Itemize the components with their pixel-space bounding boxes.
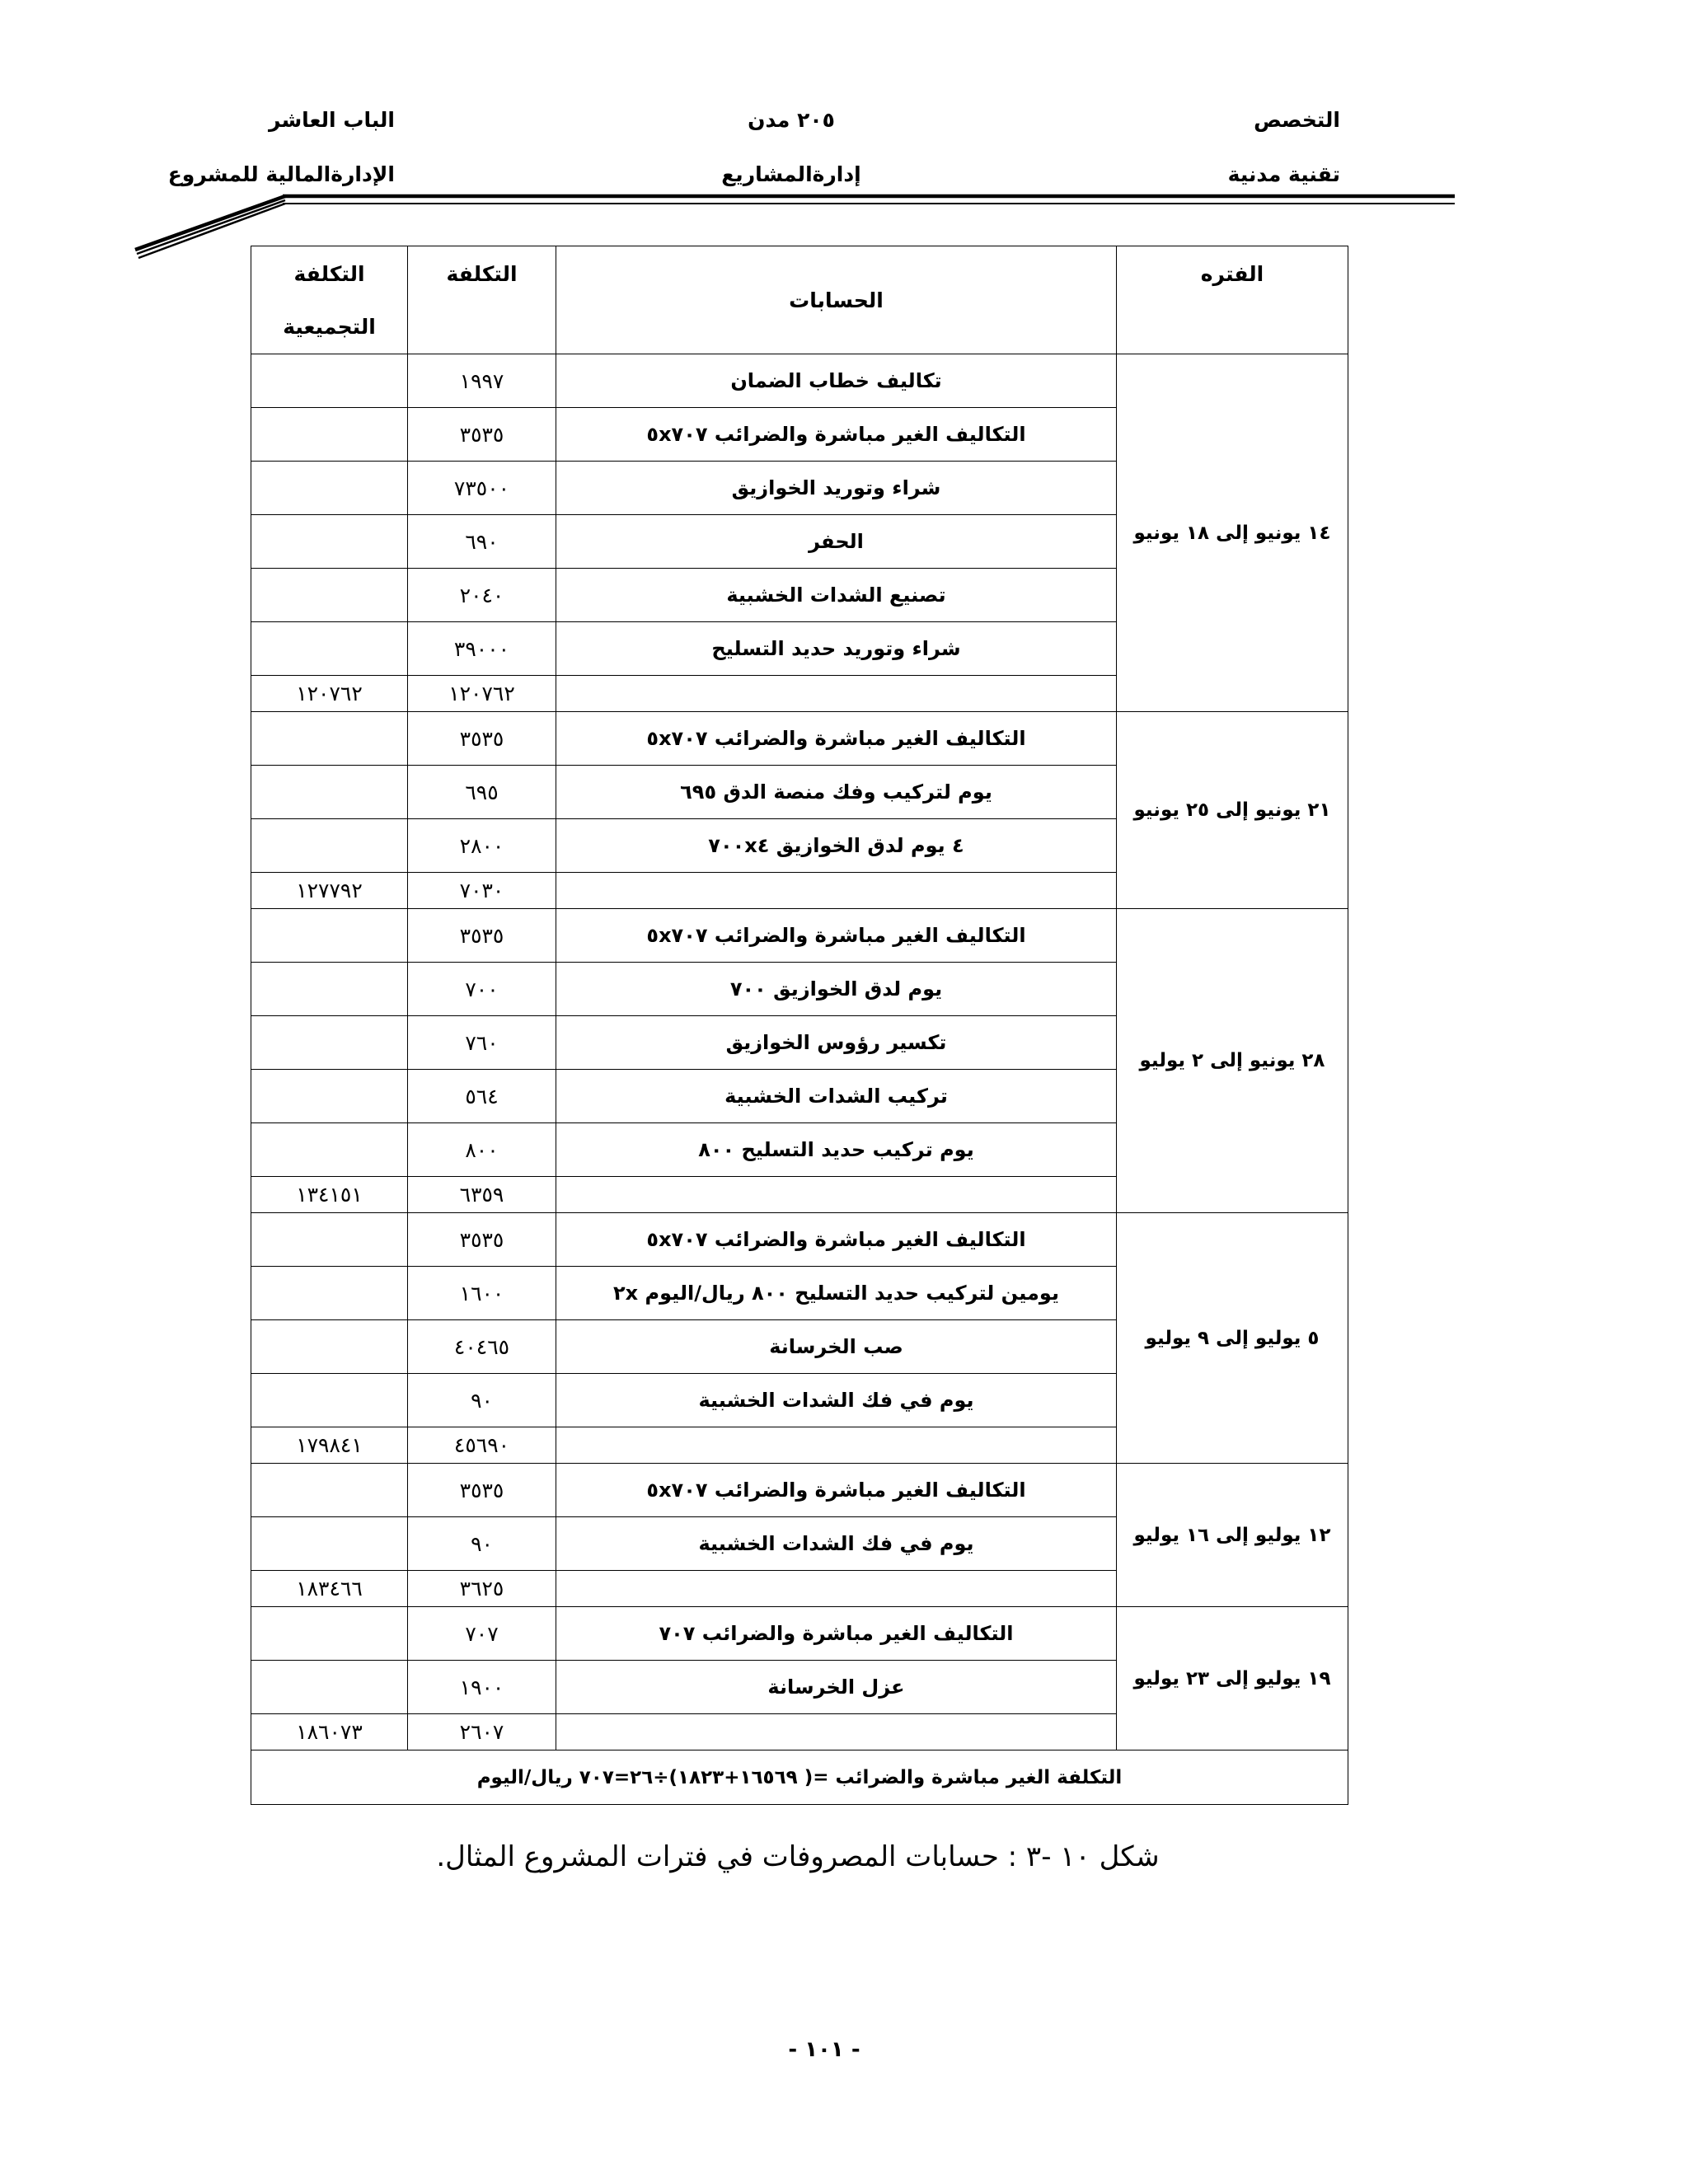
- account-cell: [556, 622, 1117, 676]
- cost-cell: [408, 1374, 556, 1427]
- cost-cell: [408, 408, 556, 462]
- cumulative-cell: [251, 1267, 408, 1320]
- cost-cell-text: ٧٦٠: [465, 1030, 499, 1055]
- cumulative-cell: [251, 1374, 408, 1427]
- cost-cell-text: ١٩٩٧: [459, 368, 504, 393]
- table-header-row: [251, 246, 1348, 354]
- cumulative-cost: [251, 1714, 408, 1750]
- account-cell-text: شراء وتوريد الخوازيق: [731, 476, 941, 499]
- table-footer-row: [251, 1750, 1348, 1805]
- cost-cell: [408, 1607, 556, 1661]
- page-number: - ١٠١ -: [788, 2037, 860, 2062]
- cost-cell: [408, 462, 556, 515]
- period-total-cost-text: ٤٥٦٩٠: [453, 1433, 510, 1457]
- cost-cell: [408, 354, 556, 408]
- table-row: [251, 909, 1348, 963]
- cumulative-cost: [251, 1427, 408, 1464]
- cost-cell: [408, 963, 556, 1016]
- cumulative-cell: [251, 408, 408, 462]
- cost-cell-text: ٩٠: [471, 1531, 493, 1556]
- table-row: [251, 1607, 1348, 1661]
- column-header-accounts-text: الحسابات: [789, 288, 884, 312]
- account-cell-text: الحفر: [809, 530, 864, 553]
- cumulative-cost-text: ١٧٩٨٤١: [296, 1433, 363, 1457]
- cost-cell: [408, 909, 556, 963]
- account-cell-text: التكاليف الغير مباشرة والضرائب ٧٠٧: [659, 1622, 1014, 1645]
- account-cell: [556, 1464, 1117, 1517]
- account-cell-text: التكاليف الغير مباشرة والضرائب ٥x٧٠٧: [646, 924, 1026, 947]
- cumulative-cell: [251, 569, 408, 622]
- account-cell: [556, 1213, 1117, 1267]
- account-cell: [556, 963, 1117, 1016]
- cumulative-cell: [251, 766, 408, 819]
- table-footer: [251, 1750, 1348, 1805]
- cost-cell-text: ٣٥٣٥: [459, 1227, 504, 1252]
- cumulative-cost-text: ١٢٠٧٦٢: [296, 682, 363, 705]
- account-cell: [556, 712, 1117, 766]
- table-row: [251, 1464, 1348, 1517]
- account-cell: [556, 1016, 1117, 1070]
- account-cell: [556, 766, 1117, 819]
- cumulative-cost-text: ١٣٤١٥١: [296, 1183, 363, 1207]
- cumulative-cell: [251, 354, 408, 408]
- cumulative-cost-text: ١٨٦٠٧٣: [296, 1720, 363, 1744]
- period-total-cost-text: ٦٣٥٩: [459, 1183, 504, 1207]
- account-cell: [556, 873, 1117, 909]
- cost-cell: [408, 1016, 556, 1070]
- cost-cell: [408, 1464, 556, 1517]
- account-cell: [556, 1714, 1117, 1750]
- account-cell-text: عزل الخرسانة: [767, 1675, 905, 1699]
- cost-cell-text: ٣٩٠٠٠: [453, 636, 510, 661]
- account-cell: [556, 676, 1117, 712]
- cost-cell: [408, 569, 556, 622]
- cumulative-cell: [251, 1213, 408, 1267]
- column-header-accounts: [556, 246, 1117, 354]
- cost-cell: [408, 515, 556, 569]
- cumulative-cell: [251, 1517, 408, 1571]
- table-row: [251, 354, 1348, 408]
- cumulative-cell: [251, 712, 408, 766]
- column-header-period-text: الفتره: [1200, 262, 1264, 286]
- cumulative-cost: [251, 676, 408, 712]
- cost-cell-text: ٢٠٤٠: [459, 583, 504, 607]
- cost-cell-text: ٦٩٠: [465, 529, 499, 554]
- cumulative-cell: [251, 819, 408, 873]
- account-cell: [556, 819, 1117, 873]
- account-cell: [556, 569, 1117, 622]
- cost-cell-text: ٨٠٠: [465, 1137, 499, 1162]
- period-total-cost: [408, 873, 556, 909]
- period-cell-text: ٥ يوليو إلى ٩ يوليو: [1145, 1327, 1320, 1349]
- column-header-period: [1117, 246, 1348, 354]
- cumulative-cell: [251, 515, 408, 569]
- account-cell: [556, 1177, 1117, 1213]
- chapter-title: الإدارةالمالية للمشروع: [167, 162, 395, 186]
- cost-cell-text: ٧٣٥٠٠: [453, 476, 510, 500]
- table-row: [251, 712, 1348, 766]
- cost-cell: [408, 1661, 556, 1714]
- cost-cell: [408, 712, 556, 766]
- account-cell-text: تكسير رؤوس الخوازيق: [725, 1031, 947, 1054]
- cost-cell-text: ٥٦٤: [465, 1084, 499, 1108]
- cumulative-cell: [251, 1016, 408, 1070]
- cost-cell-text: ٤٠٤٦٥: [453, 1334, 510, 1359]
- cost-cell-text: ١٦٠٠: [459, 1281, 504, 1305]
- cumulative-cost: [251, 1571, 408, 1607]
- figure-caption: شكل ١٠ -٣ : حسابات المصروفات في فترات المشروع المثال.: [436, 1840, 1160, 1873]
- table-row: [251, 1213, 1348, 1267]
- account-cell-text: تصنيع الشدات الخشبية: [726, 583, 946, 607]
- account-cell-text: يوم في فك الشدات الخشبية: [698, 1389, 974, 1412]
- cumulative-cost-text: ١٢٧٧٩٢: [296, 879, 363, 902]
- cost-cell: [408, 1123, 556, 1177]
- column-header-cumulative-line1: التكلفة: [293, 262, 365, 286]
- period-total-cost: [408, 1571, 556, 1607]
- cost-cell: [408, 622, 556, 676]
- cumulative-cell: [251, 622, 408, 676]
- account-cell: [556, 1123, 1117, 1177]
- period-cell: [1117, 1607, 1348, 1750]
- account-cell: [556, 1517, 1117, 1571]
- account-cell-text: التكاليف الغير مباشرة والضرائب ٥x٧٠٧: [646, 1479, 1026, 1502]
- cost-cell: [408, 1320, 556, 1374]
- period-cell: [1117, 1464, 1348, 1607]
- expense-table: [251, 246, 1348, 1805]
- account-cell-text: تركيب الشدات الخشبية: [724, 1085, 948, 1108]
- footer-note-cell: [251, 1750, 1348, 1805]
- column-header-cost: [408, 246, 556, 354]
- account-cell-text: تكاليف خطاب الضمان: [730, 369, 942, 392]
- cumulative-cell: [251, 909, 408, 963]
- cumulative-cell: [251, 1607, 408, 1661]
- account-cell: [556, 1374, 1117, 1427]
- cumulative-cell: [251, 1464, 408, 1517]
- period-cell: [1117, 909, 1348, 1213]
- account-cell-text: شراء وتوريد حديد التسليح: [711, 637, 961, 660]
- cumulative-cell: [251, 1123, 408, 1177]
- period-total-cost-text: ١٢٠٧٦٢: [448, 682, 515, 705]
- cost-cell-text: ٢٨٠٠: [459, 833, 504, 858]
- cost-cell: [408, 1267, 556, 1320]
- period-cell: [1117, 1213, 1348, 1464]
- cumulative-cell: [251, 1320, 408, 1374]
- header-rule-diagonal: [135, 196, 285, 250]
- period-total-cost-text: ٢٦٠٧: [459, 1720, 504, 1744]
- cost-cell-text: ٦٩٥: [465, 780, 499, 804]
- header-rule: [0, 0, 1688, 280]
- account-cell: [556, 1661, 1117, 1714]
- cumulative-cell: [251, 462, 408, 515]
- account-cell: [556, 462, 1117, 515]
- account-cell: [556, 515, 1117, 569]
- account-cell-text: صب الخرسانة: [769, 1335, 903, 1358]
- period-cell-text: ١٤ يونيو إلى ١٨ يونيو: [1133, 522, 1331, 544]
- cost-cell-text: ٧٠٠: [465, 977, 499, 1001]
- account-cell-text: يوم لتركيب وفك منصة الدق ٦٩٥: [680, 780, 992, 804]
- column-header-cumulative-line2: التجميعية: [283, 315, 376, 339]
- account-cell: [556, 1427, 1117, 1464]
- account-cell-text: يومين لتركيب حديد التسليح ٨٠٠ ريال/اليوم ٢x: [613, 1282, 1059, 1305]
- cumulative-cost: [251, 873, 408, 909]
- cost-cell-text: ٩٠: [471, 1388, 493, 1413]
- account-cell: [556, 408, 1117, 462]
- cost-cell-text: ٣٥٣٥: [459, 1478, 504, 1502]
- account-cell-text: ٤ يوم لدق الخوازيق ٧٠٠x٤: [708, 834, 964, 857]
- account-cell-text: التكاليف الغير مباشرة والضرائب ٥x٧٠٧: [646, 727, 1026, 750]
- footer-note: التكلفة الغير مباشرة والضرائب =( ١٦٥٦٩+١٨٢٣)÷٢٦=٧٠٧ ريال/اليوم: [476, 1766, 1123, 1788]
- period-cell-text: ٢٨ يونيو إلى ٢ يوليو: [1139, 1050, 1325, 1071]
- account-cell-text: يوم تركيب حديد التسليح ٨٠٠: [698, 1138, 974, 1161]
- period-total-cost: [408, 676, 556, 712]
- cumulative-cell: [251, 963, 408, 1016]
- account-cell-text: يوم في فك الشدات الخشبية: [698, 1532, 974, 1555]
- cost-cell: [408, 819, 556, 873]
- account-cell: [556, 1267, 1117, 1320]
- cost-cell-text: ١٩٠٠: [459, 1675, 504, 1699]
- account-cell: [556, 1571, 1117, 1607]
- period-cell-text: ٢١ يونيو إلى ٢٥ يونيو: [1133, 799, 1331, 821]
- cost-cell-text: ٧٠٧: [465, 1621, 499, 1646]
- period-cell: [1117, 712, 1348, 909]
- period-total-cost: [408, 1714, 556, 1750]
- cumulative-cell: [251, 1661, 408, 1714]
- period-total-cost: [408, 1177, 556, 1213]
- account-cell: [556, 909, 1117, 963]
- period-total-cost-text: ٧٠٣٠: [459, 879, 504, 902]
- table-body: [251, 354, 1348, 1750]
- cost-cell: [408, 1070, 556, 1123]
- specialty-label: التخصص: [1254, 108, 1340, 132]
- account-cell-text: يوم لدق الخوازيق ٧٠٠: [729, 977, 943, 1001]
- cost-cell: [408, 1517, 556, 1571]
- specialty-value: تقنية مدنية: [1227, 162, 1340, 186]
- account-cell: [556, 1320, 1117, 1374]
- account-cell: [556, 354, 1117, 408]
- cost-cell-text: ٣٥٣٥: [459, 422, 504, 447]
- account-cell-text: التكاليف الغير مباشرة والضرائب ٥x٧٠٧: [646, 423, 1026, 446]
- cumulative-cell: [251, 1070, 408, 1123]
- cumulative-cost-text: ١٨٣٤٦٦: [296, 1577, 363, 1601]
- period-cell: [1117, 354, 1348, 712]
- period-total-cost-text: ٣٦٢٥: [459, 1577, 504, 1601]
- cost-cell-text: ٣٥٣٥: [459, 726, 504, 751]
- column-header-cost-text: التكلفة: [446, 262, 518, 286]
- cost-cell-text: ٣٥٣٥: [459, 923, 504, 948]
- column-header-cumulative: [251, 246, 408, 354]
- period-cell-text: ١٩ يوليو إلى ٢٣ يوليو: [1133, 1667, 1331, 1690]
- course-code: ٢٠٥ مدن: [748, 108, 835, 132]
- course-name: إدارةالمشاريع: [721, 162, 861, 186]
- account-cell-text: التكاليف الغير مباشرة والضرائب ٥x٧٠٧: [646, 1228, 1026, 1251]
- cumulative-cost: [251, 1177, 408, 1213]
- period-total-cost: [408, 1427, 556, 1464]
- period-cell-text: ١٢ يوليو إلى ١٦ يوليو: [1133, 1524, 1331, 1546]
- cost-cell: [408, 1213, 556, 1267]
- account-cell: [556, 1070, 1117, 1123]
- cost-cell: [408, 766, 556, 819]
- account-cell: [556, 1607, 1117, 1661]
- chapter-label: الباب العاشر: [269, 108, 395, 132]
